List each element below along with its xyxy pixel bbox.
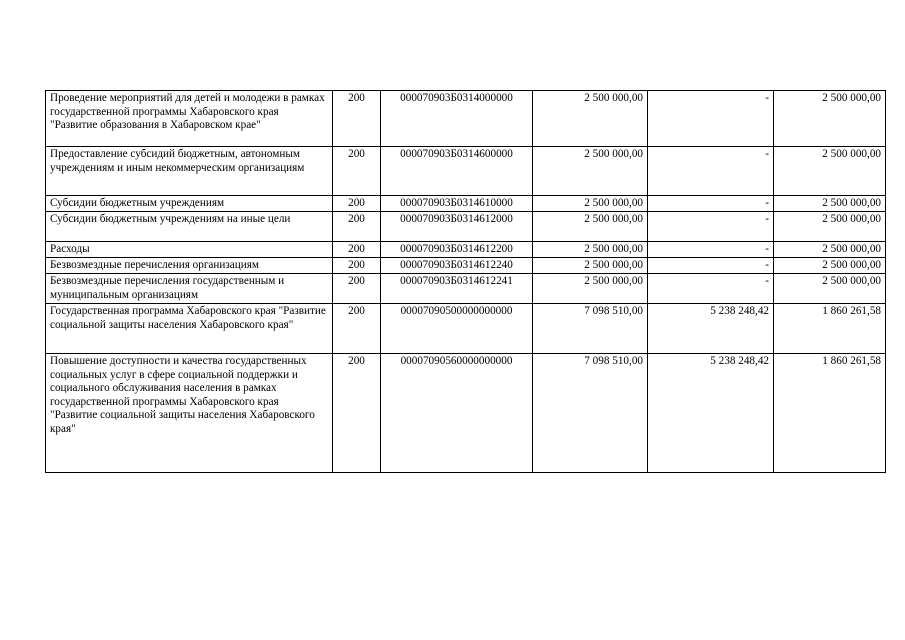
row-exec-cell: - — [648, 258, 774, 274]
row-plan-cell: 7 098 510,00 — [533, 354, 648, 473]
row-code-cell: 200 — [333, 354, 381, 473]
table-row — [46, 274, 886, 304]
row-kbk-cell: 000070903Б0314600000 — [381, 147, 533, 196]
row-code-cell: 200 — [333, 304, 381, 354]
row-plan-cell: 7 098 510,00 — [533, 304, 648, 354]
row-code-cell: 200 — [333, 274, 381, 304]
row-kbk-cell: 00007090560000000000 — [381, 354, 533, 473]
row-code-cell: 200 — [333, 258, 381, 274]
row-kbk-cell: 000070903Б0314612241 — [381, 274, 533, 304]
row-kbk-cell: 000070903Б0314000000 — [381, 91, 533, 147]
row-name-cell: Субсидии бюджетным учреждениям на иные цели — [46, 212, 333, 242]
row-exec-cell: - — [648, 274, 774, 304]
row-plan-cell: 2 500 000,00 — [533, 258, 648, 274]
row-exec-cell: - — [648, 242, 774, 258]
row-code-cell: 200 — [333, 147, 381, 196]
row-plan-cell: 2 500 000,00 — [533, 212, 648, 242]
row-exec-cell: - — [648, 91, 774, 147]
row-exec-cell: 5 238 248,42 — [648, 304, 774, 354]
table-row — [46, 212, 886, 242]
row-rest-cell: 1 860 261,58 — [774, 354, 886, 473]
table-row — [46, 91, 886, 147]
table-row — [46, 196, 886, 212]
row-rest-cell: 2 500 000,00 — [774, 91, 886, 147]
row-plan-cell: 2 500 000,00 — [533, 91, 648, 147]
row-rest-cell: 2 500 000,00 — [774, 274, 886, 304]
table-row — [46, 242, 886, 258]
row-code-cell: 200 — [333, 196, 381, 212]
row-rest-cell: 2 500 000,00 — [774, 196, 886, 212]
row-exec-cell: - — [648, 196, 774, 212]
budget-execution-table — [45, 90, 886, 473]
row-plan-cell: 2 500 000,00 — [533, 147, 648, 196]
row-kbk-cell: 000070903Б0314612200 — [381, 242, 533, 258]
row-name-cell: Расходы — [46, 242, 333, 258]
row-name-cell: Субсидии бюджетным учреждениям — [46, 196, 333, 212]
row-name-cell: Государственная программа Хабаровского края "Развитие социальной защиты населения Хабаровского края" — [46, 304, 333, 354]
row-exec-cell: - — [648, 212, 774, 242]
row-rest-cell: 2 500 000,00 — [774, 212, 886, 242]
row-code-cell: 200 — [333, 91, 381, 147]
row-name-cell: Повышение доступности и качества государственных социальных услуг в сфере социальной поддержки и социального обслуживания населения в рамках государственной программы Хабаровского края "Развитие социальной защиты населения Хабаровского края" — [46, 354, 333, 473]
row-plan-cell: 2 500 000,00 — [533, 274, 648, 304]
row-rest-cell: 1 860 261,58 — [774, 304, 886, 354]
row-rest-cell: 2 500 000,00 — [774, 258, 886, 274]
row-name-cell: Безвозмездные перечисления организациям — [46, 258, 333, 274]
row-exec-cell: - — [648, 147, 774, 196]
row-kbk-cell: 000070903Б0314610000 — [381, 196, 533, 212]
row-exec-cell: 5 238 248,42 — [648, 354, 774, 473]
table-row — [46, 304, 886, 354]
row-name-cell: Предоставление субсидий бюджетным, автономным учреждениям и иным некоммерческим организациям — [46, 147, 333, 196]
row-rest-cell: 2 500 000,00 — [774, 147, 886, 196]
table-row — [46, 147, 886, 196]
row-kbk-cell: 000070903Б0314612240 — [381, 258, 533, 274]
row-plan-cell: 2 500 000,00 — [533, 242, 648, 258]
row-name-cell: Безвозмездные перечисления государственным и муниципальным организациям — [46, 274, 333, 304]
row-name-cell: Проведение мероприятий для детей и молодежи в рамках государственной программы Хабаровского края "Развитие образования в Хабаровском крае" — [46, 91, 333, 147]
row-code-cell: 200 — [333, 242, 381, 258]
table-row — [46, 354, 886, 473]
table-row — [46, 258, 886, 274]
row-kbk-cell: 00007090500000000000 — [381, 304, 533, 354]
row-rest-cell: 2 500 000,00 — [774, 242, 886, 258]
row-plan-cell: 2 500 000,00 — [533, 196, 648, 212]
row-code-cell: 200 — [333, 212, 381, 242]
row-kbk-cell: 000070903Б0314612000 — [381, 212, 533, 242]
